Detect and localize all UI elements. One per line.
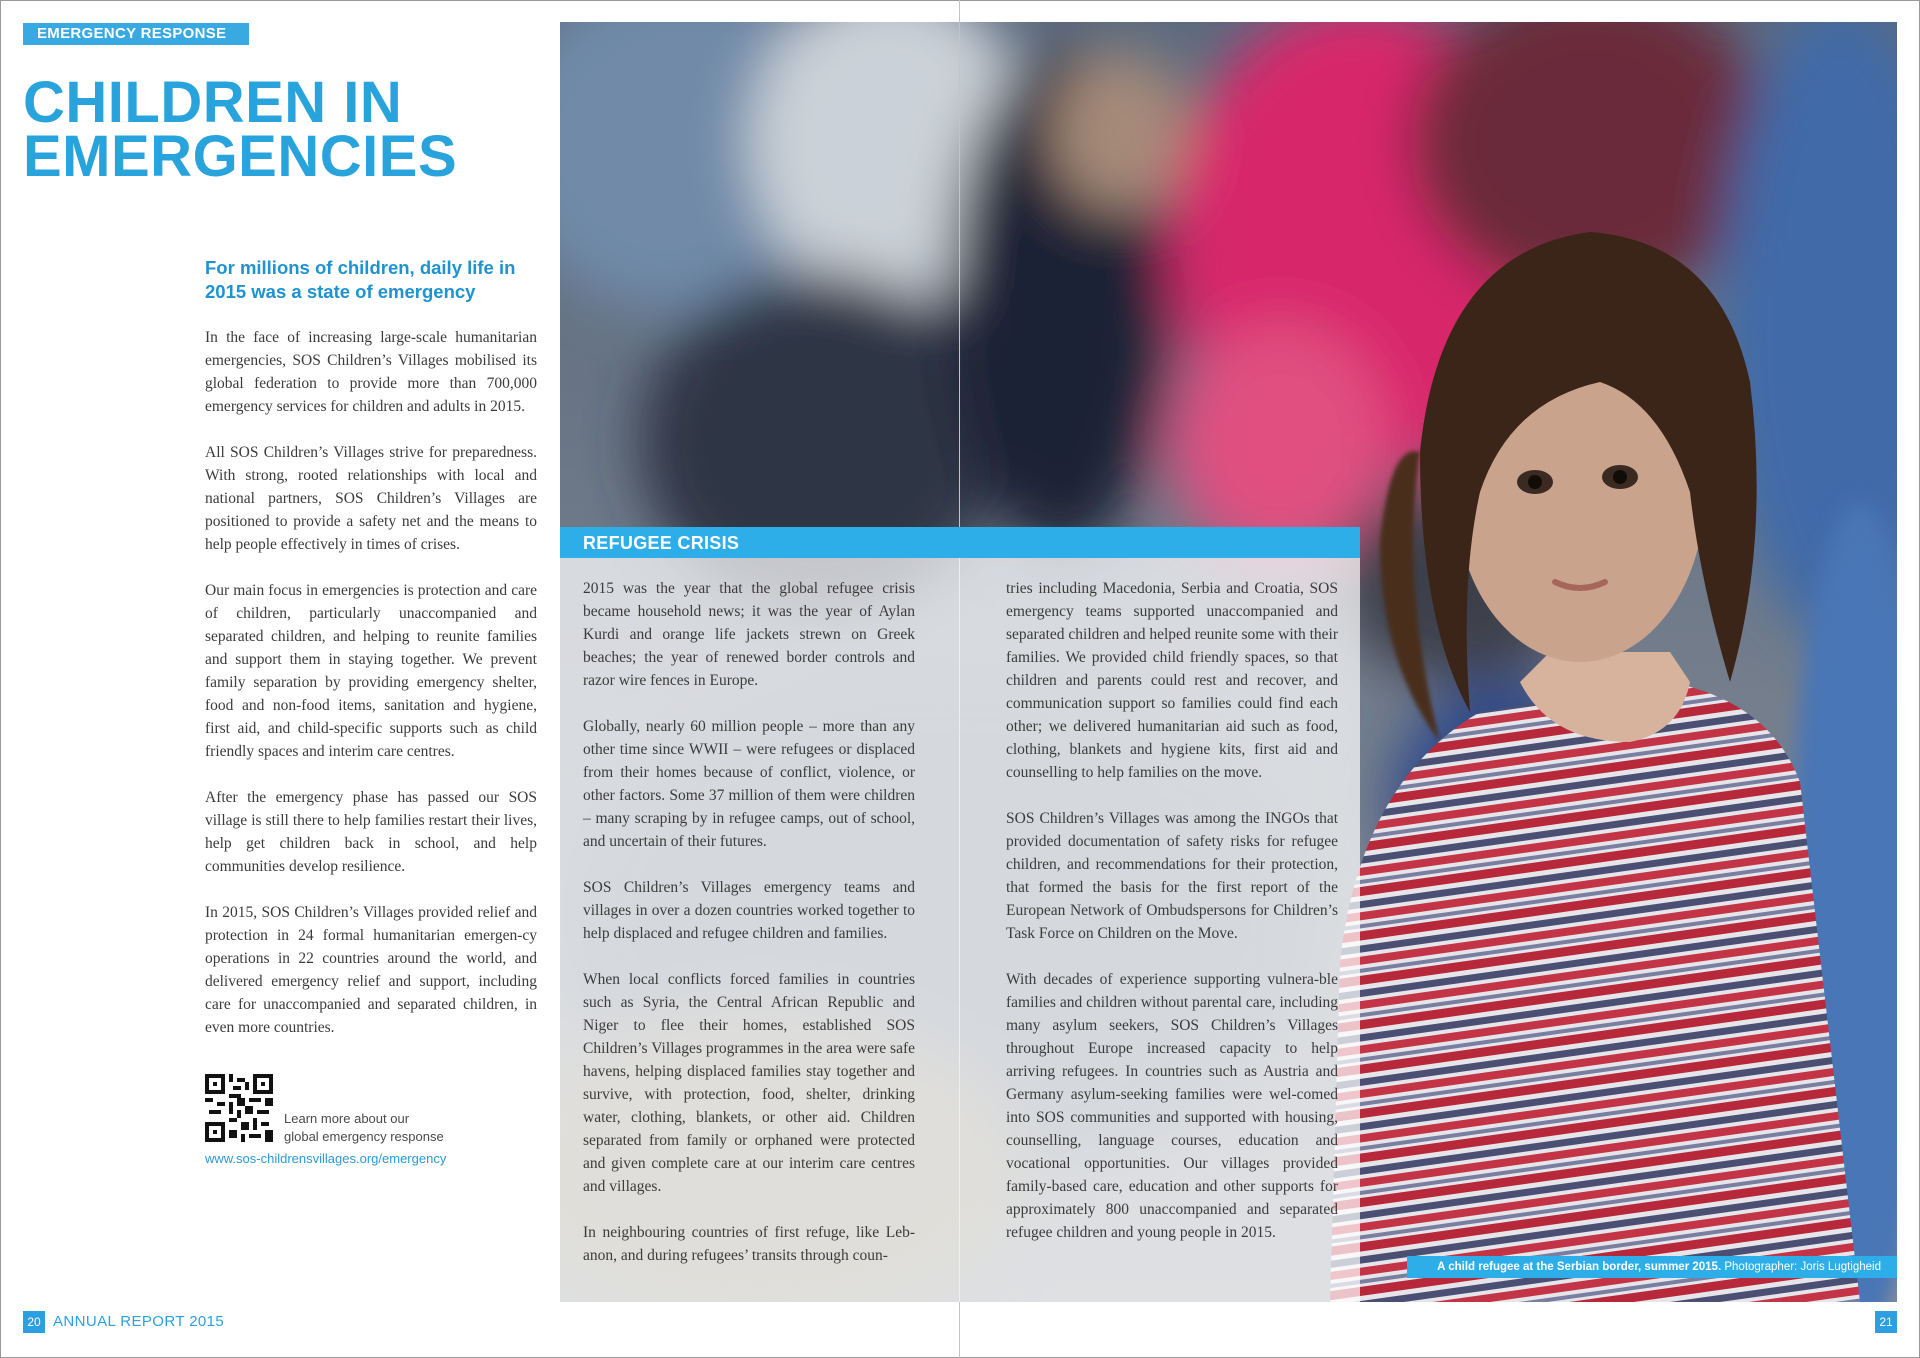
footer-label: ANNUAL REPORT 2015 xyxy=(53,1313,225,1330)
emergency-link[interactable]: www.sos-childrensvillages.org/emergency xyxy=(205,1151,447,1166)
paragraph: With decades of experience supporting vulnera-ble families and children without parental care, including many asylum seekers, SOS Children’s Villages throughout Europe increased capacity to help arriving refugees. In countries such as Austria and Germany asylum-seeking families were wel-comed into SOS communities and supported with housing, counselling, language courses, education and vocational opportunities. Our villages provided family-based care, education and other supports for approximately 800 unaccompanied and separated refugee children and young people in 2015. xyxy=(1006,971,1338,1241)
paragraph: In neighbouring countries of first refuge, like Leb-anon, and during refugees’ transits through coun- xyxy=(583,1224,915,1264)
paragraph: In 2015, SOS Children’s Villages provided relief and protection in 24 formal humanitarian emergen-cy operations in 22 countries around the world, and delivered emergency relief and support, including care for unaccompanied and separated children, in even more countries. xyxy=(205,904,537,1036)
photo-caption xyxy=(1407,1256,1897,1278)
paragraph: SOS Children’s Villages was among the INGOs that provided documentation of safety risks for refugee children, and recommendations for their protection, that formed the basis for the first report of the European Network of Ombudspersons for Children’s Task Force on Children on the Move. xyxy=(1006,810,1338,942)
caption-title: A child refugee at the Serbian border, summer 2015. xyxy=(1437,1261,1722,1273)
qr-caption xyxy=(284,1110,444,1146)
paragraph: SOS Children’s Villages emergency teams and villages in over a dozen countries worked together to help displaced and refugee children and families. xyxy=(583,879,915,942)
section-kicker: EMERGENCY RESPONSE xyxy=(23,23,249,45)
title-line-1: CHILDREN IN xyxy=(23,70,403,135)
qr-caption-line-2: global emergency response xyxy=(284,1129,444,1144)
subheading: For millions of children, daily life in 2015 was a state of emergency xyxy=(205,257,516,302)
right-page-number: 21 xyxy=(1875,1311,1897,1333)
qr-caption-line-1: Learn more about our xyxy=(284,1111,410,1126)
paragraph: Our main focus in emergencies is protection and care of children, particularly unaccompanied and separated children, and helping to reunite families and support them in staying together. We prevent family separation by providing emergency shelter, food and non-food items, sanitation and hygiene, first aid, and child-specific supports such as child friendly spaces and interim care centres. xyxy=(205,582,537,760)
paragraph: All SOS Children’s Villages strive for preparedness. With strong, rooted relationships with local and national partners, SOS Children’s Villages are positioned to provide a safety net and the means to help people effectively in times of crises. xyxy=(205,444,537,553)
intro-column xyxy=(205,326,537,1062)
paragraph: 2015 was the year that the global refugee crisis became household news; it was the year of Aylan Kurdi and orange life jackets strewn on Greek beaches; the year of renewed border controls and razor wire fences in Europe. xyxy=(583,580,915,689)
paragraph: When local conflicts forced families in countries such as Syria, the Central African Republic and Niger to flee their homes, established SOS Children’s Villages programmes in the area were safe havens, helping displaced families stay together and survive, with protection, food, shelter, drinking water, clothing, blankets, or other aid. Children separated from family or orphaned were protected and given complete care at our interim care centres and villages. xyxy=(583,971,915,1195)
qr-code-icon[interactable] xyxy=(205,1074,273,1142)
page-title xyxy=(23,70,458,189)
title-line-2: EMERGENCIES xyxy=(23,124,458,189)
paragraph: After the emergency phase has passed our SOS village is still there to help families restart their lives, help get children back in school, and help communities develop resilience. xyxy=(205,789,537,875)
refugee-section-title: REFUGEE CRISIS xyxy=(583,533,740,553)
refugee-column-1 xyxy=(583,577,915,1290)
left-page-number: 20 xyxy=(23,1311,45,1333)
paragraph: In the face of increasing large-scale humanitarian emergencies, SOS Children’s Villages mobilised its global federation to provide more than 700,000 emergency services for children and adults in 2015. xyxy=(205,329,537,415)
refugee-column-2 xyxy=(1006,577,1338,1267)
paragraph: Globally, nearly 60 million people – more than any other time since WWII – were refugees or displaced from their homes because of conflict, violence, or other factors. Some 37 million of them were children – many scraping by in refugee camps, out of school, and uncertain of their futures. xyxy=(583,718,915,850)
paragraph: tries including Macedonia, Serbia and Croatia, SOS emergency teams supported unaccompanied and separated children and helped reunite some with their families. We provided child friendly spaces, so that children and parents could rest and recover, and communication support so families could find each other; we delivered humanitarian aid such as food, clothing, blankets and hygiene kits, first aid and counselling to help families on the move. xyxy=(1006,580,1338,781)
caption-credit: Photographer: Joris Lugtigheid xyxy=(1724,1261,1881,1273)
